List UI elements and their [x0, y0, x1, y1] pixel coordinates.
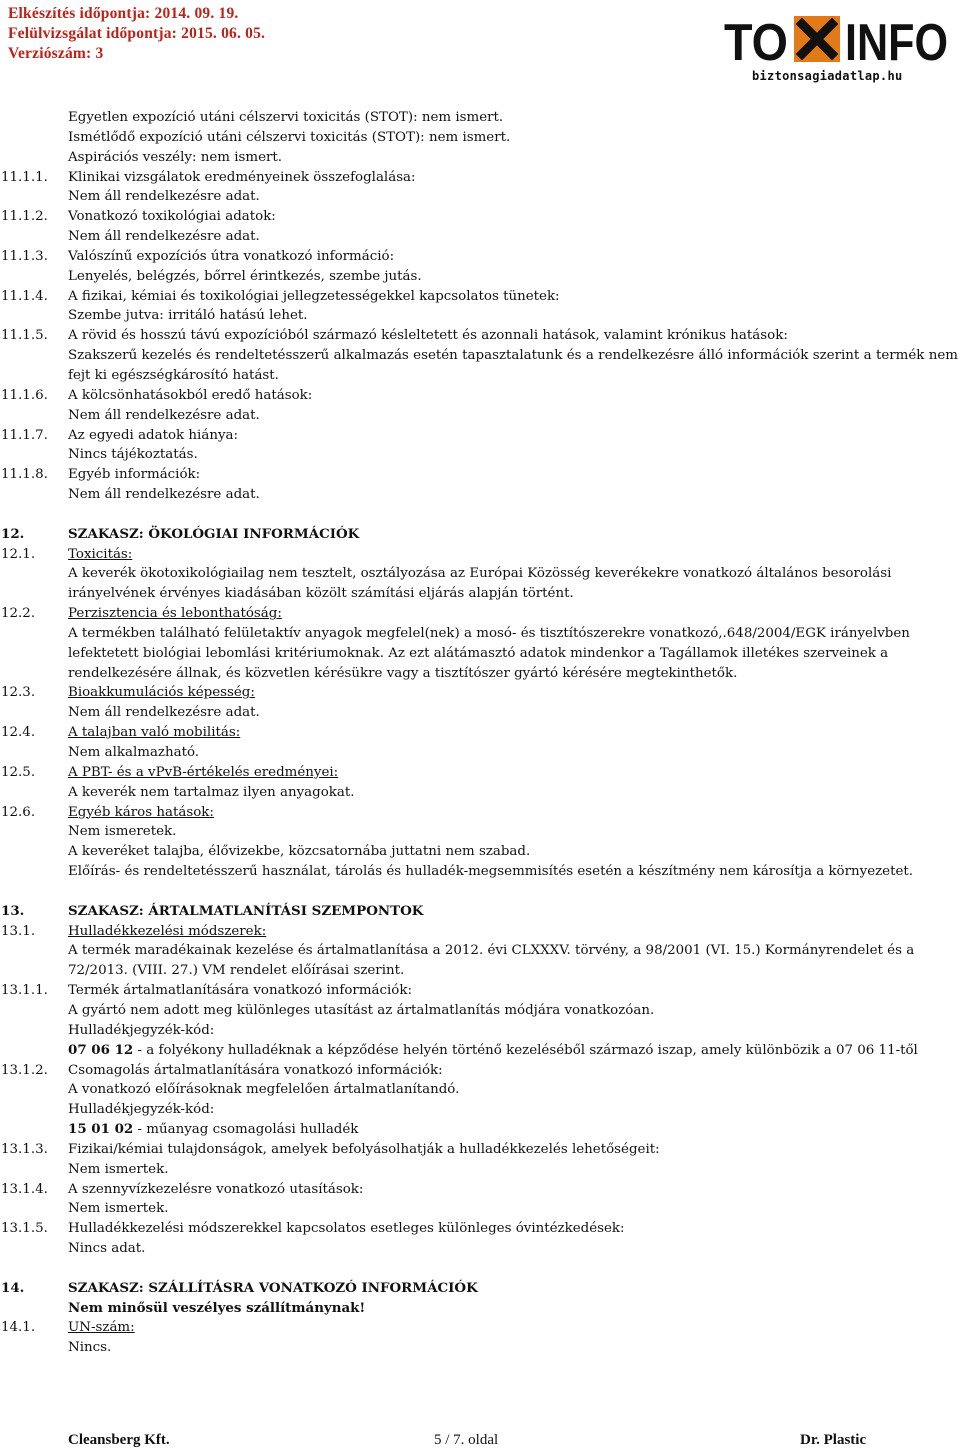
item-number: [0, 624, 68, 684]
item-text: [68, 981, 960, 1001]
item-text: [68, 426, 960, 446]
item-number: 11.1.5.: [1, 328, 48, 344]
subsection-title: Toxicitás:: [68, 546, 133, 562]
numbered-item: [0, 1061, 960, 1081]
numbered-item: [0, 247, 960, 267]
item-text: [68, 683, 960, 703]
text-line: [0, 306, 960, 326]
line-text: SZAKASZ: SZÁLLÍTÁSRA VONATKOZÓ INFORMÁCIÓK: [68, 1279, 478, 1296]
numbered-item: [0, 1140, 960, 1160]
text-line: [0, 108, 960, 128]
item-number: [0, 1239, 68, 1259]
item-number: 11.1.3.: [1, 248, 48, 264]
text-line: [0, 1120, 960, 1140]
item-text: [68, 306, 960, 326]
line-text: Ismétlődő expozíció utáni célszervi toxicitás (STOT): nem ismert.: [68, 129, 511, 145]
item-text: [68, 346, 960, 386]
item-number: 12.2.: [1, 606, 36, 622]
item-text: [68, 108, 960, 128]
subsection-title: Egyéb káros hatások:: [68, 804, 214, 820]
item-number: 12.3.: [1, 685, 36, 701]
numbered-item: [0, 723, 960, 743]
item-number: 11.1.1.: [1, 169, 48, 185]
item-number: [0, 406, 68, 426]
logo-text-left: TO: [724, 14, 788, 72]
item-text: [68, 564, 960, 604]
text-line: [0, 624, 960, 684]
text-line: [0, 862, 960, 882]
line-text: Nincs tájékoztatás.: [68, 447, 198, 463]
item-text: [68, 604, 960, 624]
subsection-title: A talajban való mobilitás:: [68, 725, 241, 741]
item-text: [68, 465, 960, 485]
text-line: [0, 1021, 960, 1041]
item-number: 13.1.1.: [1, 983, 48, 999]
item-number: 13.1.4.: [1, 1181, 48, 1197]
item-number: 12.1.: [1, 546, 36, 562]
item-number: 11.1.6.: [1, 387, 48, 403]
item-text: [68, 227, 960, 247]
item-text: [68, 187, 960, 207]
numbered-item: [0, 386, 960, 406]
numbered-item: [0, 803, 960, 823]
line-text: Termék ártalmatlanítására vonatkozó információk:: [68, 983, 412, 999]
revision-date: Felülvizsgálat időpontja: 2015. 06. 05.: [8, 25, 266, 42]
item-number: [0, 148, 68, 168]
text-line: [0, 267, 960, 287]
footer-page-number: 5 / 7. oldal: [434, 1432, 499, 1448]
text-line: [0, 842, 960, 862]
line-text: Nem áll rendelkezésre adat.: [68, 189, 260, 205]
item-number: [0, 743, 68, 763]
line-text: SZAKASZ: ÖKOLÓGIAI INFORMÁCIÓK: [68, 525, 360, 542]
line-text: Nincs.: [68, 1340, 112, 1356]
item-text: [68, 168, 960, 188]
item-text: [68, 326, 960, 346]
creation-date: Elkészítés időpontja: 2014. 09. 19.: [8, 5, 239, 22]
item-text: [68, 783, 960, 803]
line-text: SZAKASZ: ÁRTALMATLANÍTÁSI SZEMPONTOK: [68, 902, 424, 919]
line-text: A termék maradékainak kezelése és ártalmatlanítása a 2012. évi CLXXXV. törvény, a 98/2001 (VI. 15.) Kormányrendelet és a 72/2013. (VIII. 27.) VM rendelet előírásai szerint.: [68, 943, 915, 979]
item-number: [0, 187, 68, 207]
text-line: [0, 406, 960, 426]
item-text: [68, 1219, 960, 1239]
numbered-item: [0, 326, 960, 346]
item-number: [0, 1199, 68, 1219]
text-line: [0, 703, 960, 723]
item-number: 14.: [1, 1279, 25, 1296]
line-text: Csomagolás ártalmatlanítására vonatkozó információk:: [68, 1062, 443, 1078]
item-number: 13.1.5.: [1, 1221, 48, 1237]
toxinfo-logo-mark: [724, 12, 954, 72]
logo-text-right: INFO: [845, 14, 948, 72]
item-text: [68, 1199, 960, 1219]
subsection-title: Bioakkumulációs képesség:: [68, 685, 255, 701]
line-text: Hulladékjegyzék-kód:: [68, 1022, 215, 1038]
numbered-item: [0, 1219, 960, 1239]
item-text: [68, 922, 960, 942]
line-text: Nem minősül veszélyes szállítmánynak!: [68, 1299, 366, 1316]
item-text: [68, 1299, 960, 1319]
line-text: Nem ismertek.: [68, 1161, 169, 1177]
item-number: [0, 1120, 68, 1140]
text-line: [0, 1100, 960, 1120]
numbered-item: [0, 545, 960, 565]
line-text: Nem áll rendelkezésre adat.: [68, 705, 260, 721]
line-text: Nincs adat.: [68, 1241, 146, 1257]
text-line: [0, 1080, 960, 1100]
numbered-item: [0, 981, 960, 1001]
numbered-item: [0, 1180, 960, 1200]
section-heading: [0, 1279, 960, 1299]
item-text: [68, 485, 960, 505]
item-text: [68, 1239, 960, 1259]
line-text: Lenyelés, belégzés, bőrrel érintkezés, szembe jutás.: [68, 268, 422, 284]
hazard-x-icon: [794, 16, 840, 62]
waste-code: 15 01 02: [68, 1121, 134, 1138]
line-text: Hulladékkezelési módszerekkel kapcsolatos esetleges különleges óvintézkedések:: [68, 1221, 625, 1237]
line-text: A gyártó nem adott meg különleges utasítást az ártalmatlanítás módjára vonatkozóan.: [68, 1002, 655, 1018]
waste-code-description: - a folyékony hulladéknak a képződése helyén történő kezeléséből származó iszap, amely különbözik a 07 06 11-től: [133, 1042, 918, 1058]
line-text: Vonatkozó toxikológiai adatok:: [68, 209, 276, 225]
item-text: [68, 1338, 960, 1358]
line-text: Klinikai vizsgálatok eredményeinek összefoglalása:: [68, 169, 416, 185]
item-text: [68, 822, 960, 842]
item-text: [68, 1080, 960, 1100]
text-line: [0, 445, 960, 465]
item-number: 11.1.7.: [1, 427, 48, 443]
text-line: [0, 941, 960, 981]
text-line: [0, 128, 960, 148]
numbered-item: [0, 426, 960, 446]
line-text: A termékben található felületaktív anyagok megfelel(nek) a mosó- és tisztítószerekre vonatkozó,.648/2004/EGK irányelvben lefektetett biológiai lebomlási kritériumoknak. Az ezt alátámasztó adatok mindenkor a Tagállamok illetékes szerveinek a rendelkezésére állnak, és közvetlen kérésükre vagy a tisztítószer gyártó kérésére megtekinthetők.: [68, 625, 910, 681]
item-text: [68, 842, 960, 862]
numbered-item: [0, 763, 960, 783]
line-text: Szembe jutva: irritáló hatású lehet.: [68, 308, 308, 324]
item-number: [0, 1021, 68, 1041]
item-number: [0, 1100, 68, 1120]
line-text: A rövid és hosszú távú expozícióból származó késleltetett és azonnali hatások, valamint krónikus hatások:: [68, 328, 788, 344]
item-number: [0, 306, 68, 326]
item-text: [68, 1021, 960, 1041]
line-text: Fizikai/kémiai tulajdonságok, amelyek befolyásolhatják a hulladékkezelés lehetőségeit:: [68, 1141, 660, 1157]
item-text: [68, 902, 960, 922]
item-text: [68, 1100, 960, 1120]
item-text: [68, 763, 960, 783]
item-number: [0, 227, 68, 247]
line-text: Egyetlen expozíció utáni célszervi toxicitás (STOT): nem ismert.: [68, 110, 504, 125]
line-text: A keverék nem tartalmaz ilyen anyagokat.: [68, 784, 355, 800]
item-number: [0, 346, 68, 386]
item-number: [0, 703, 68, 723]
item-number: [0, 1160, 68, 1180]
text-line: [0, 227, 960, 247]
line-text: Nem áll rendelkezésre adat.: [68, 487, 260, 503]
line-text: A keverék ökotoxikológiailag nem tesztelt, osztályozása az Európai Közösség keverékekre vonatkozó általános besorolási irányelvének érvényes kiadásában közölt számítási eljárás alapján történt.: [68, 566, 892, 602]
item-number: [0, 1338, 68, 1358]
item-text: [68, 525, 960, 545]
item-text: [68, 386, 960, 406]
text-line: [0, 1041, 960, 1061]
item-number: [0, 485, 68, 505]
waste-code: 07 06 12: [68, 1041, 134, 1058]
text-line: [0, 1199, 960, 1219]
text-line: [0, 1239, 960, 1259]
line-text: Nem ismertek.: [68, 1201, 169, 1217]
item-number: 12.6.: [1, 804, 36, 820]
item-number: [0, 1080, 68, 1100]
item-text: [68, 406, 960, 426]
item-text: [68, 148, 960, 168]
document-header: [8, 4, 265, 64]
item-number: [0, 842, 68, 862]
item-text: [68, 1279, 960, 1299]
line-text: Nem ismeretek.: [68, 824, 177, 840]
line-text: Nem alkalmazható.: [68, 745, 200, 760]
item-text: [68, 1318, 960, 1338]
item-number: 12.4.: [1, 725, 36, 741]
item-number: [0, 1299, 68, 1319]
line-text: A keveréket talajba, élővizekbe, közcsatornába juttatni nem szabad.: [68, 844, 531, 860]
item-text: [68, 247, 960, 267]
blank-line: [0, 882, 960, 902]
line-text: Aspirációs veszély: nem ismert.: [68, 149, 283, 165]
document-body: [0, 108, 960, 1358]
line-text: Szakszerű kezelés és rendeltetésszerű alkalmazás esetén tapasztalatunk és a rendelkezésre álló információk szerint a termék nem fejt ki egészségkárosító hatást.: [68, 348, 958, 383]
item-text: [68, 624, 960, 684]
item-number: [0, 445, 68, 465]
numbered-item: [0, 168, 960, 188]
item-text: [68, 1041, 960, 1061]
item-text: [68, 941, 960, 981]
text-line: [0, 1299, 960, 1319]
numbered-item: [0, 1318, 960, 1338]
item-number: 13.1.: [1, 923, 36, 939]
subsection-title: UN-szám:: [68, 1320, 135, 1336]
item-text: [68, 445, 960, 465]
item-number: [0, 564, 68, 604]
text-line: [0, 1338, 960, 1358]
item-number: [0, 1001, 68, 1021]
item-number: [0, 267, 68, 287]
text-line: [0, 1160, 960, 1180]
text-line: [0, 822, 960, 842]
item-number: 13.1.3.: [1, 1141, 48, 1157]
item-text: [68, 545, 960, 565]
text-line: [0, 743, 960, 763]
item-text: [68, 207, 960, 227]
item-text: [68, 267, 960, 287]
item-number: [0, 108, 68, 128]
blank-line: [0, 1259, 960, 1279]
line-text: Nem áll rendelkezésre adat.: [68, 407, 260, 423]
line-text: Az egyedi adatok hiánya:: [68, 427, 239, 443]
item-text: [68, 1120, 960, 1140]
line-text: A vonatkozó előírásoknak megfelelően ártalmatlanítandó.: [68, 1082, 460, 1098]
item-number: 11.1.4.: [1, 288, 48, 304]
item-text: [68, 803, 960, 823]
footer-company: Cleansberg Kft.: [68, 1432, 170, 1448]
section-heading: [0, 525, 960, 545]
numbered-item: [0, 287, 960, 307]
footer-author: Dr. Plastic: [800, 1432, 867, 1448]
item-number: [0, 822, 68, 842]
line-text: Valószínű expozíciós útra vonatkozó információ:: [68, 248, 395, 264]
item-number: 13.: [1, 902, 25, 919]
text-line: [0, 485, 960, 505]
item-number: [0, 941, 68, 981]
line-text: A szennyvízkezelésre vonatkozó utasítások:: [68, 1181, 364, 1197]
item-number: 12.: [1, 525, 25, 542]
item-number: 13.1.2.: [1, 1062, 48, 1078]
item-text: [68, 1180, 960, 1200]
line-text: A kölcsönhatásokból eredő hatások:: [68, 387, 313, 403]
item-text: [68, 723, 960, 743]
text-line: [0, 783, 960, 803]
numbered-item: [0, 922, 960, 942]
item-text: [68, 1160, 960, 1180]
text-line: [0, 346, 960, 386]
text-line: [0, 564, 960, 604]
item-text: [68, 1001, 960, 1021]
item-number: [0, 783, 68, 803]
numbered-item: [0, 207, 960, 227]
item-number: 11.1.2.: [1, 209, 48, 225]
item-number: 14.1.: [1, 1320, 36, 1336]
text-line: [0, 1001, 960, 1021]
item-number: [0, 1041, 68, 1061]
blank-line: [0, 505, 960, 525]
numbered-item: [0, 465, 960, 485]
version-number: Verziószám: 3: [8, 45, 104, 62]
item-number: 11.1.8.: [1, 467, 48, 483]
line-text: Hulladékjegyzék-kód:: [68, 1102, 215, 1118]
page-footer: [0, 1431, 960, 1451]
item-text: [68, 703, 960, 723]
subsection-title: A PBT- és a vPvB-értékelés eredményei:: [68, 764, 339, 780]
line-text: Előírás- és rendeltetésszerű használat, tárolás és hulladék-megsemmisítés esetén a készítmény nem károsítja a környezetet.: [68, 864, 914, 880]
numbered-item: [0, 683, 960, 703]
logo-site-url: biztonsagiadatlap.hu: [752, 69, 903, 83]
line-text: Egyéb információk:: [68, 467, 201, 483]
item-text: [68, 1140, 960, 1160]
text-line: [0, 187, 960, 207]
line-text: Nem áll rendelkezésre adat.: [68, 229, 260, 245]
item-text: [68, 1061, 960, 1081]
item-text: [68, 862, 960, 882]
numbered-item: [0, 604, 960, 624]
item-text: [68, 743, 960, 763]
subsection-title: Hulladékkezelési módszerek:: [68, 923, 267, 939]
item-number: [0, 128, 68, 148]
section-heading: [0, 902, 960, 922]
subsection-title: Perzisztencia és lebonthatóság:: [68, 606, 282, 622]
line-text: A fizikai, kémiai és toxikológiai jellegzetességekkel kapcsolatos tünetek:: [68, 288, 560, 304]
item-number: 12.5.: [1, 764, 36, 780]
item-number: [0, 862, 68, 882]
item-text: [68, 287, 960, 307]
item-text: [68, 128, 960, 148]
waste-code-description: - műanyag csomagolási hulladék: [133, 1122, 359, 1138]
text-line: [0, 148, 960, 168]
